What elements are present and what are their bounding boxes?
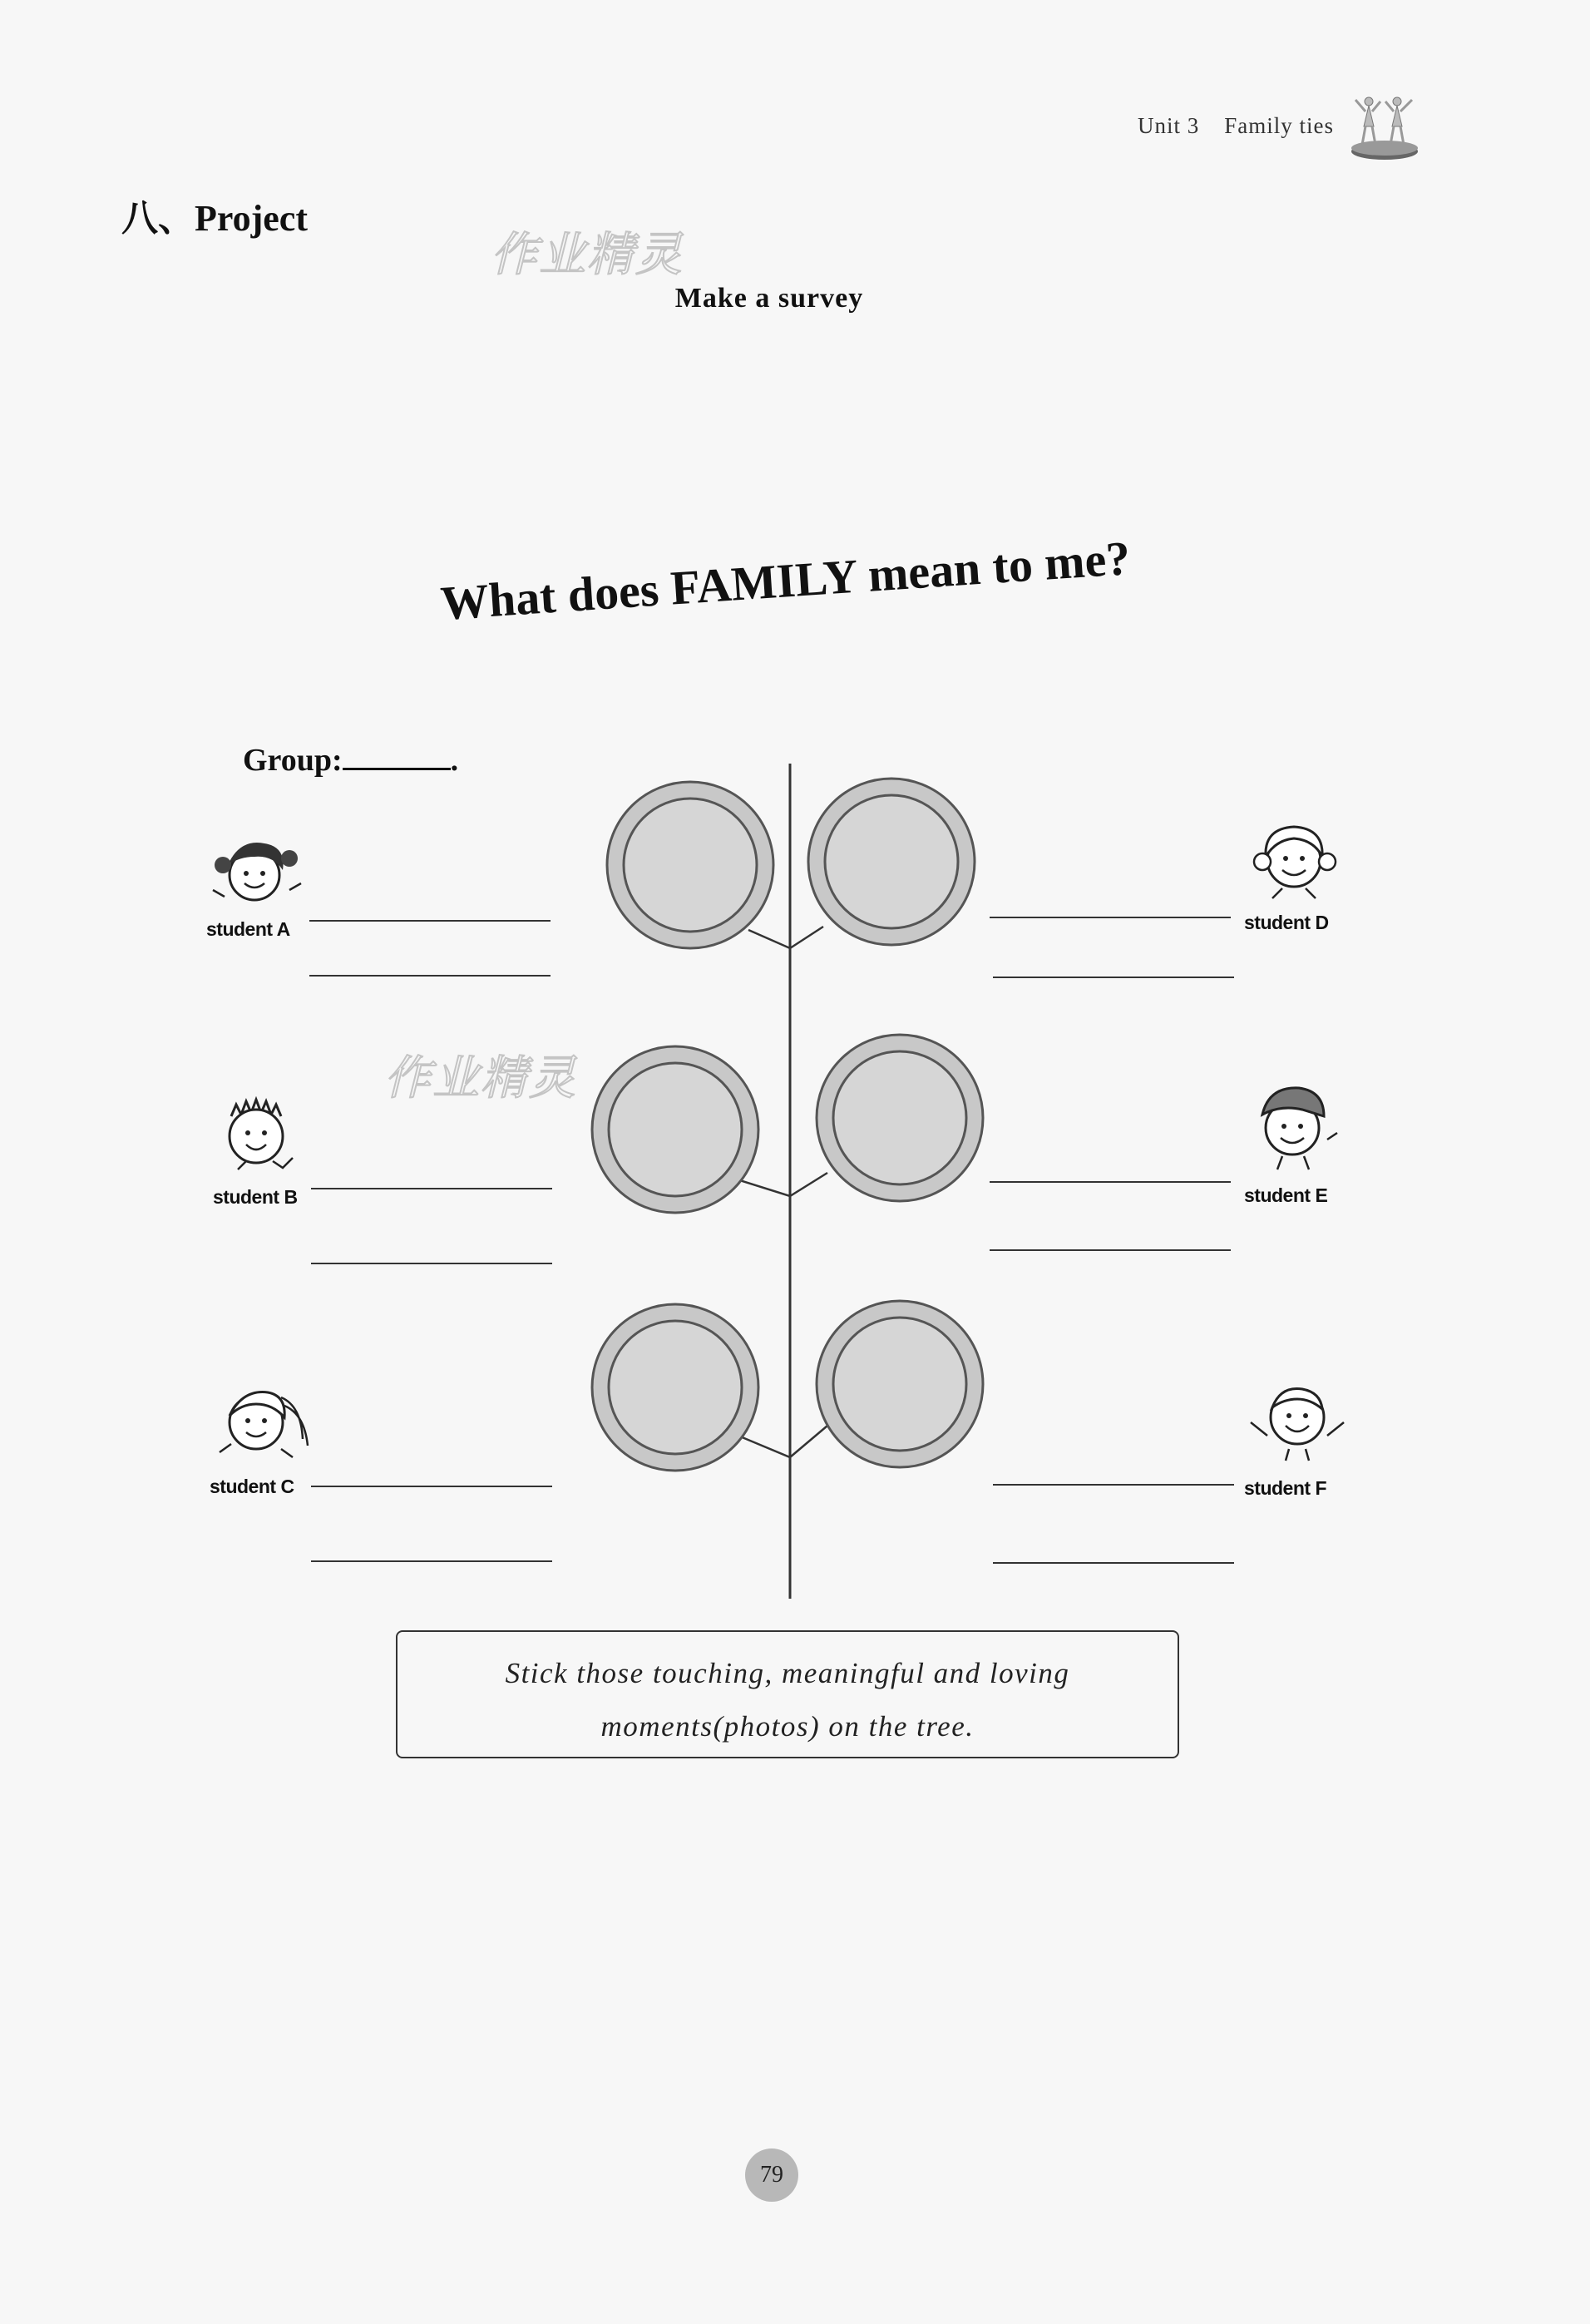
group-suffix: .	[450, 743, 459, 778]
cap-boy-face-icon	[1244, 1073, 1352, 1181]
photo-frame-3[interactable]	[592, 1046, 758, 1213]
answer-line-c-1[interactable]	[311, 1486, 552, 1487]
watermark: 作业精灵	[491, 228, 684, 282]
answer-line-e-2[interactable]	[990, 1249, 1231, 1251]
photo-frame-6[interactable]	[817, 1301, 983, 1467]
photo-frame-1[interactable]	[607, 782, 773, 948]
photo-frame-2[interactable]	[808, 779, 975, 945]
watermark: 作业精灵	[384, 1051, 577, 1105]
answer-line-a-2[interactable]	[309, 975, 551, 977]
section-title: 八、Project	[121, 198, 308, 239]
student-a-label: student A	[206, 918, 290, 940]
answer-line-d-2[interactable]	[993, 977, 1234, 978]
branch-middle	[732, 1173, 827, 1196]
answer-line-b-2[interactable]	[311, 1263, 552, 1264]
student-c-label: student C	[210, 1476, 294, 1497]
page-number: 79	[745, 2148, 798, 2202]
unit-number: Unit 3	[1138, 113, 1200, 138]
curly-girl-face-icon	[1244, 815, 1352, 908]
waving-boy-face-icon	[1244, 1374, 1352, 1474]
student-d	[1244, 815, 1352, 934]
student-b-label: student B	[213, 1186, 298, 1208]
answer-line-c-2[interactable]	[311, 1560, 552, 1562]
main-question: What does FAMILY mean to me?	[438, 531, 1133, 630]
student-f	[1244, 1374, 1352, 1500]
student-c	[210, 1372, 318, 1498]
instruction-line-2: moments(photos) on the tree.	[600, 1710, 975, 1743]
boy-face-icon	[213, 1091, 304, 1183]
unit-title: Family ties	[1224, 113, 1335, 138]
answer-line-f-2[interactable]	[993, 1562, 1234, 1564]
student-d-label: student D	[1244, 912, 1329, 933]
answer-line-a-1[interactable]	[309, 920, 551, 922]
answer-line-e-1[interactable]	[990, 1181, 1231, 1183]
student-f-label: student F	[1244, 1477, 1326, 1499]
answer-line-f-1[interactable]	[993, 1484, 1234, 1486]
photo-frame-5[interactable]	[592, 1304, 758, 1471]
student-b	[213, 1091, 304, 1209]
instruction-box	[396, 1630, 1179, 1758]
student-e	[1244, 1073, 1352, 1207]
girl-face-icon	[206, 832, 314, 915]
branch-top	[748, 927, 823, 948]
photo-frame-4[interactable]	[817, 1035, 983, 1201]
instruction-line-1: Stick those touching, meaningful and loving	[505, 1657, 1070, 1689]
answer-line-b-1[interactable]	[311, 1188, 552, 1189]
girl-braids-face-icon	[210, 1372, 318, 1472]
student-a	[206, 832, 314, 941]
section-subtitle: Make a survey	[674, 283, 864, 314]
answer-line-d-1[interactable]	[990, 917, 1231, 918]
group-label: Group:	[243, 743, 343, 778]
student-e-label: student E	[1244, 1184, 1328, 1206]
